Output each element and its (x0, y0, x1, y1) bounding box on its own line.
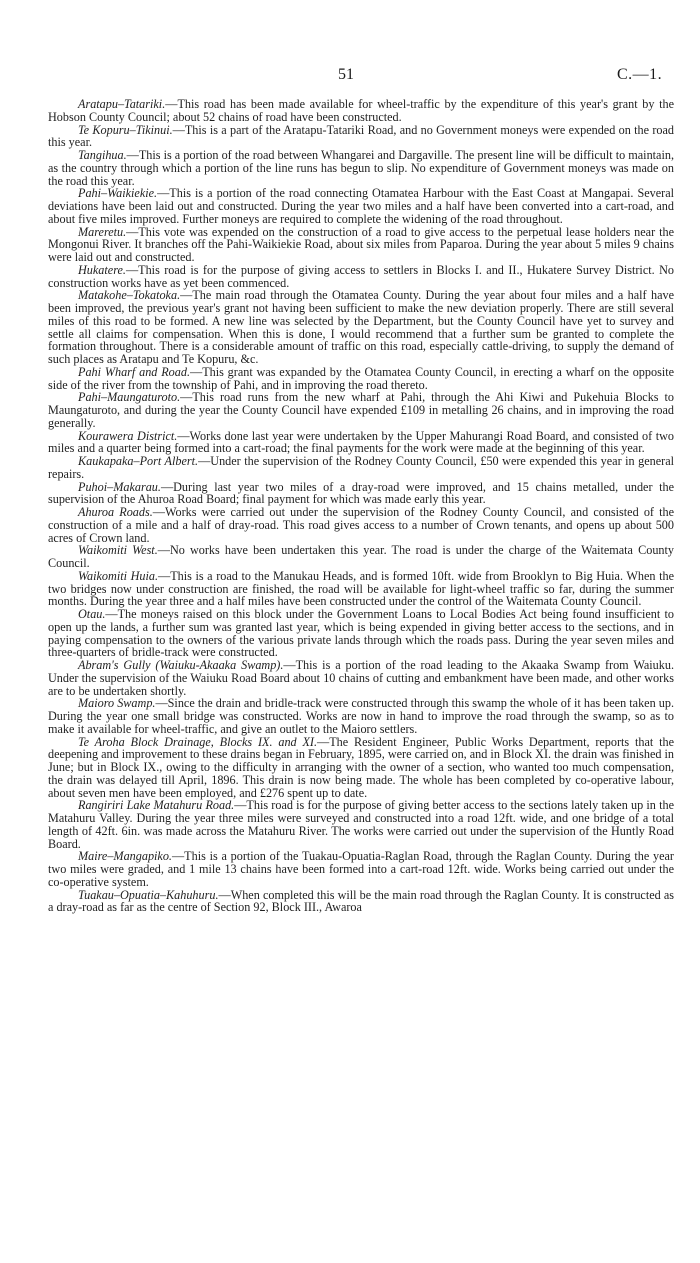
paragraph-title: Otau. (78, 607, 106, 621)
document-body (48, 98, 674, 914)
paragraph (48, 430, 674, 456)
paragraph-title: Hukatere. (78, 262, 126, 277)
paragraph (48, 366, 674, 392)
paragraph-title: Te Kopuru–Tikinui. (78, 122, 173, 137)
paragraph-title: Pahi–Waikiekie. (78, 186, 158, 201)
paragraph (48, 391, 674, 429)
paragraph-text: —This is a portion of the Tuakau-Opuatia-Raglan Road, through the Raglan County. During the year two miles were graded, and 1 mile 13 chains have been formed into a cart-road 12ft. wide. Works being carried out under the co-operative system. (48, 849, 674, 889)
paragraph (48, 481, 674, 507)
paragraph (48, 149, 674, 187)
paragraph-text: —This is a part of the Aratapu-Tatariki Road, and no Government moneys were expended on the road this year. (48, 122, 674, 150)
paragraph-text: —Works were carried out under the supervision of the Rodney County Council, and consisted of the construction of a mile and a half of dray-road. This road gives access to a number of Crown tenants, and opens up about 500 acres of Crown land. (48, 505, 674, 545)
paragraph-title: Ahuroa Roads. (78, 505, 153, 519)
paragraph-title: Kourawera District. (78, 428, 178, 443)
paragraph-title: Puhoi–Makarau. (78, 479, 161, 494)
paragraph (48, 226, 674, 264)
paragraph (48, 455, 674, 481)
page-reference: C.—1. (617, 66, 663, 83)
paragraph-text: —The Resident Engineer, Public Works Department, reports that the deepening and improvement to these drains began in February, 1895, were carried on, and in Block XI. the drain was finished in June; but in Block IX., owing to the difficulty in arranging with the owner of a section, who wanted too much compensation, the drain was delayed till April, 1896. This drain is now being made. The whole has been completed by co-operative labour, about seven men have been employed, and £276 spent up to date. (48, 734, 674, 800)
paragraph (48, 850, 674, 888)
paragraph-text: —During last year two miles of a dray-road were improved, and 15 chains metalled, under the supervision of the Ahuroa Road Board; final payment for which was made early this year. (48, 479, 674, 507)
paragraph-title: Aratapu–Tatariki. (78, 97, 166, 111)
paragraph-title: Matakohe–Tokatoka. (78, 288, 181, 303)
paragraph-title: Pahi Wharf and Road. (78, 364, 190, 379)
paragraph (48, 124, 674, 150)
paragraph-title: Rangiriri Lake Matahuru Road. (78, 798, 235, 813)
paragraph (48, 289, 674, 366)
paragraph (48, 570, 674, 608)
paragraph (48, 544, 674, 570)
paragraph (48, 889, 674, 915)
paragraph-text: —This road is for the purpose of giving better access to the sections lately taken up in the Matahuru Valley. During the year three miles were surveyed and constructed into a road 12ft. wide, and one bridge of a total length of 42ft. 6in. was made across the Matahuru River. The works were carried out under the supervision of the Huntly Road Board. (48, 798, 674, 851)
paragraph-text: —This is a road to the Manukau Heads, and is formed 10ft. wide from Brooklyn to Big Huia. When the two bridges now under construction are finished, the road will be available for light-wheel traffic so far, during the summer months. During the year three and a half miles have been constructed under the control of the Waitemata County Council. (48, 568, 674, 609)
paragraph-text: —This is a portion of the road connecting Otamatea Harbour with the East Coast at Mangapai. Several deviations have been laid out and constructed. During the year two miles and a half have been converted into a cart-road, and about five miles improved. Further moneys are required to complete the widening of the road throughout. (48, 186, 674, 226)
paragraph-title: Abram's Gully (Waiuku-Akaaka Swamp). (78, 658, 284, 672)
paragraph-title: Tuakau–Opuatia–Kahuhuru. (78, 887, 219, 902)
paragraph (48, 659, 674, 697)
paragraph-text: —This road is for the purpose of giving access to settlers in Blocks I. and II., Hukatere Survey District. No construction works have as yet been commenced. (48, 262, 674, 290)
paragraph (48, 736, 674, 800)
paragraph-text: —This grant was expanded by the Otamatea County Council, in erecting a wharf on the opposite side of the river from the township of Pahi, and in improving the road thereto. (48, 364, 675, 392)
paragraph-title: Maire–Mangapiko. (78, 849, 172, 864)
paragraph-text: —Works done last year were undertaken by the Upper Mahurangi Road Board, and consisted of two miles and a quarter being formed into a cart-road; the final payments for the work were made at the beginning of this year. (48, 428, 674, 456)
paragraph-text: —The main road through the Otamatea County. During the year about four miles and a half have been improved, the previous year's grant not having been sufficient to make the new deviation properly. There are still several miles of this road to be formed. A new line was selected by the Department, but the County Council have yet to survey and settle all claims for compensation. When this is done, I would recommend that a further sum be granted to complete the formation throughout. There is a considerable amount of traffic on this road, especially cattle-driving, to supply the demand of such places as Aratapu and Te Kopuru, &c. (48, 288, 674, 366)
paragraph (48, 697, 674, 735)
paragraph-title: Kaukapaka–Port Albert. (78, 454, 199, 468)
paragraph-text: —No works have been undertaken this year. The road is under the charge of the Waitemata County Council. (48, 543, 675, 570)
paragraph-text: —Under the supervision of the Rodney County Council, £50 were expended this year in general repairs. (48, 454, 674, 481)
paragraph-title: Mareretu. (78, 224, 127, 239)
paragraph-title: Maioro Swamp. (78, 696, 156, 711)
paragraph-title: Waikomiti Huia. (78, 568, 158, 583)
paragraph (48, 506, 674, 544)
paragraph (48, 799, 674, 850)
paragraph-title: Tangihua. (78, 148, 127, 162)
paragraph-text: —This road has been made available for wheel-traffic by the expenditure of this year's grant by the Hobson County Council; about 52 chains of road have been constructed. (48, 97, 674, 124)
paragraph-title: Pahi–Maungaturoto. (78, 390, 181, 405)
paragraph (48, 264, 674, 290)
paragraph (48, 98, 674, 124)
paragraph-text: —When completed this will be the main road through the Raglan County. It is constructed as a dray-road as far as the centre of Section 92, Block III., Awaroa (48, 887, 674, 915)
paragraph-text: —This road runs from the new wharf at Pahi, through the Ahi Kiwi and Pukehuia Blocks to Maungaturoto, and during the year the County Council have expended £109 in metalling 26 chains, and in improving the road generally. (48, 390, 674, 430)
paragraph-text: —This vote was expended on the construction of a road to give access to the perpetual lease holders near the Mongonui River. It branches off the Pahi-Waikiekie Road, about six miles from Paparoa. During the year about 5 miles 9 chains were laid out and constructed. (48, 224, 674, 264)
page-number: 51 (338, 66, 354, 83)
paragraph (48, 187, 674, 225)
paragraph-title: Te Aroha Block Drainage, Blocks IX. and XI. (78, 734, 318, 749)
paragraph-text: —The moneys raised on this block under the Government Loans to Local Bodies Act being found insufficient to open up the lands, a further sum was granted last year, which is being expended in giving better access to the sections, and in paying compensation to the owners of the various private lands through which the roads pass. During the year seven miles and three-quarters of bridle-track were constructed. (48, 607, 674, 660)
paragraph-text: —Since the drain and bridle-track were constructed through this swamp the whole of it has been taken up. During the year one small bridge was constructed. Works are now in hand to improve the road through the swamp, so as to make it available for wheel-traffic, and give an outlet to the Maioro settlers. (48, 696, 674, 736)
paragraph-text: —This is a portion of the road leading to the Akaaka Swamp from Waiuku. Under the supervision of the Waiuku Road Board about 10 chains of cutting and embankment have been made, and other works are to be undertaken shortly. (48, 658, 674, 698)
paragraph-title: Waikomiti West. (78, 543, 158, 558)
paragraph (48, 608, 674, 659)
paragraph-text: —This is a portion of the road between Whangarei and Dargaville. The present line will be difficult to maintain, as the country through which a portion of the line runs has begun to slip. No expenditure of Government moneys was made on the road this year. (48, 148, 674, 188)
